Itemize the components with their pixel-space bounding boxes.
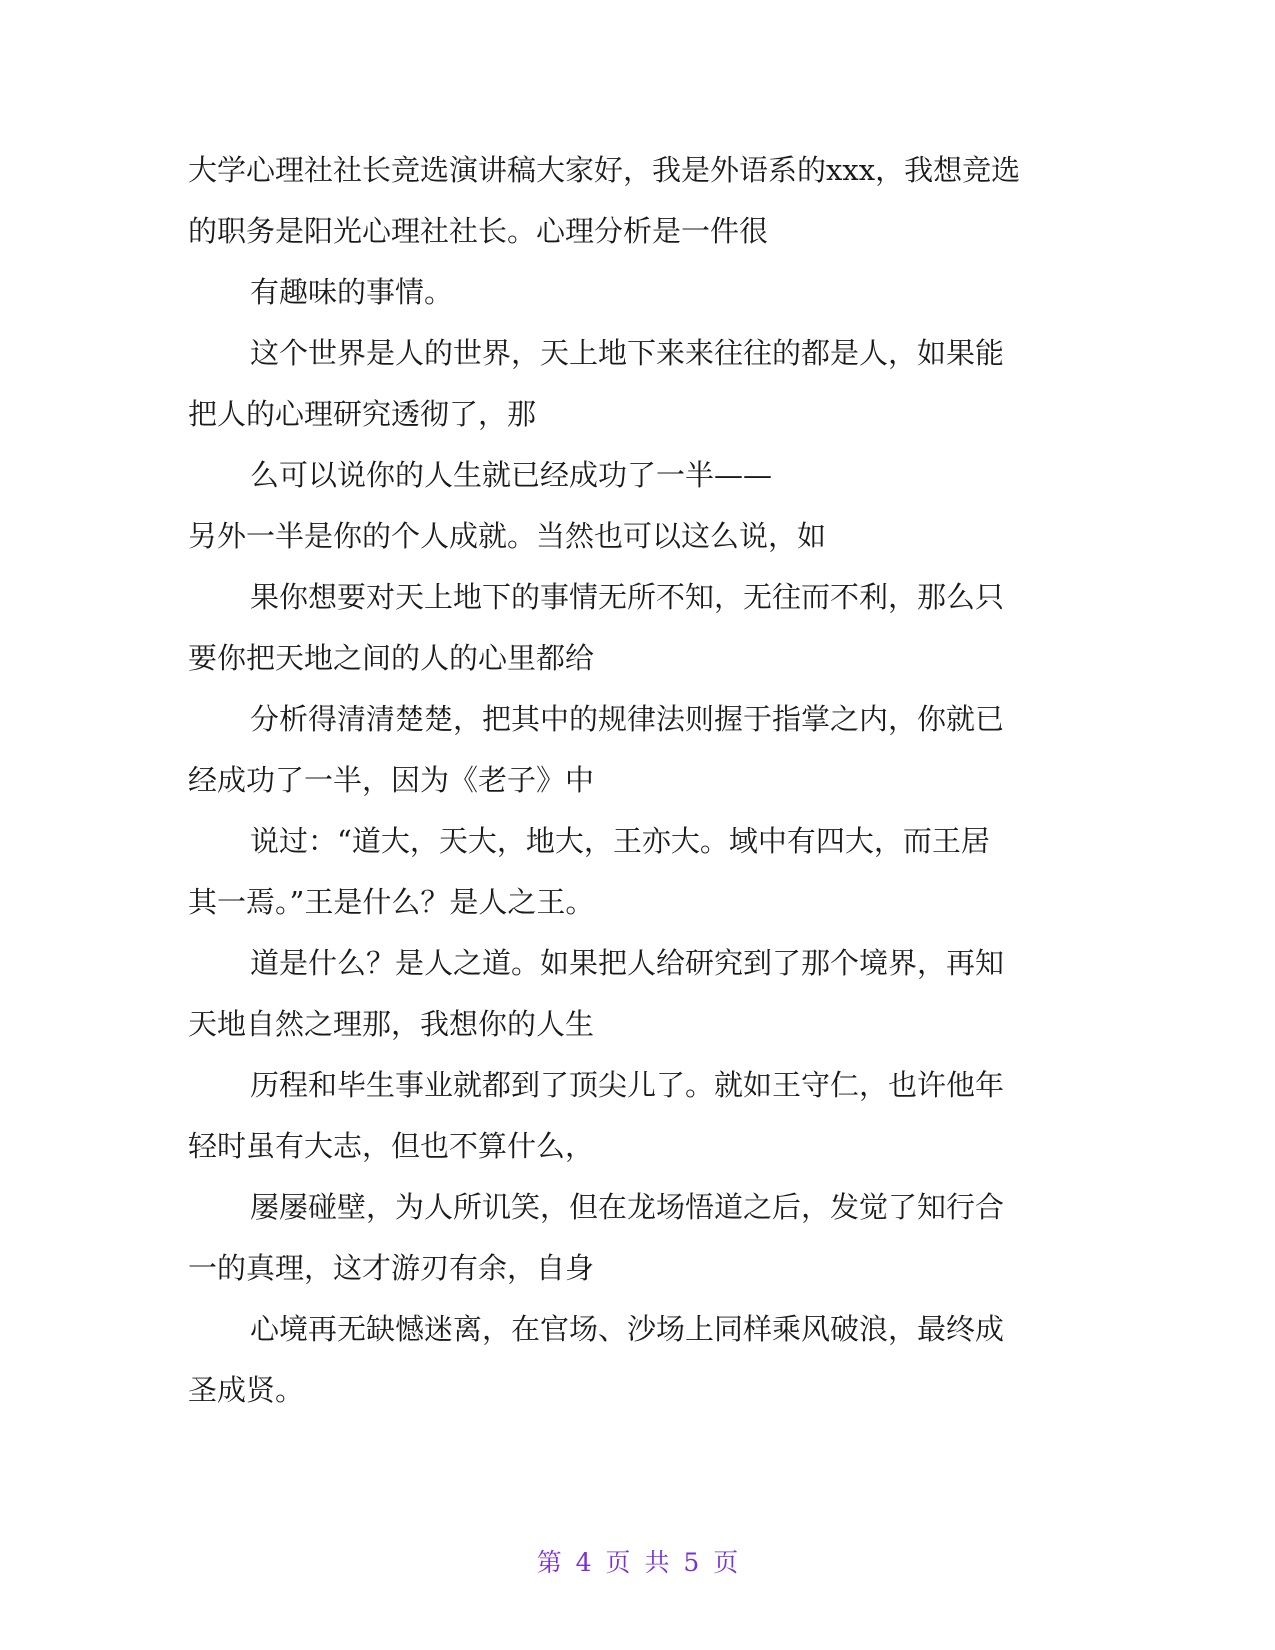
text-line-11: 经成功了一半，因为《老子》中 xyxy=(188,763,595,797)
text-line-16: 历程和毕生事业就都到了顶尖儿了。就如王守仁，也许他年 xyxy=(250,1068,1005,1102)
text-line-8: 果你想要对天上地下的事情无所不知，无往而不利，那么只 xyxy=(250,580,1005,614)
text-line-6: 么可以说你的人生就已经成功了一半—— xyxy=(250,458,773,492)
text-line-4: 这个世界是人的世界，天上地下来来往往的都是人，如果能 xyxy=(250,336,1005,370)
text-line-21: 圣成贤。 xyxy=(188,1373,305,1407)
text-line-1: 大学心理社社长竞选演讲稿大家好，我是外语系的xxx，我想竞选 xyxy=(188,153,1021,187)
text-line-12: 说过：“道大，天大，地大，王亦大。域中有四大，而王居 xyxy=(250,824,990,858)
text-line-7: 另外一半是你的个人成就。当然也可以这么说，如 xyxy=(188,519,827,553)
text-line-9: 要你把天地之间的人的心里都给 xyxy=(188,641,595,675)
page-number-footer: 第 4 页 共 5 页 xyxy=(536,1548,739,1577)
text-line-20: 心境再无缺憾迷离，在官场、沙场上同样乘风破浪，最终成 xyxy=(250,1312,1005,1346)
document-body xyxy=(188,140,1088,1421)
text-line-3: 有趣味的事情。 xyxy=(250,275,454,309)
text-line-2: 的职务是阳光心理社社长。心理分析是一件很 xyxy=(188,214,769,248)
text-line-15: 天地自然之理那，我想你的人生 xyxy=(188,1007,595,1041)
text-line-5: 把人的心理研究透彻了，那 xyxy=(188,397,537,431)
text-line-19: 一的真理，这才游刃有余，自身 xyxy=(188,1251,595,1285)
text-line-17: 轻时虽有大志，但也不算什么， xyxy=(188,1129,595,1163)
text-line-13: 其一焉。”王是什么？是人之王。 xyxy=(188,885,595,919)
text-line-18: 屡屡碰壁，为人所讥笑，但在龙场悟道之后，发觉了知行合 xyxy=(250,1190,1005,1224)
text-line-10: 分析得清清楚楚，把其中的规律法则握于指掌之内，你就已 xyxy=(250,702,1005,736)
text-line-14: 道是什么？是人之道。如果把人给研究到了那个境界，再知 xyxy=(250,946,1005,980)
